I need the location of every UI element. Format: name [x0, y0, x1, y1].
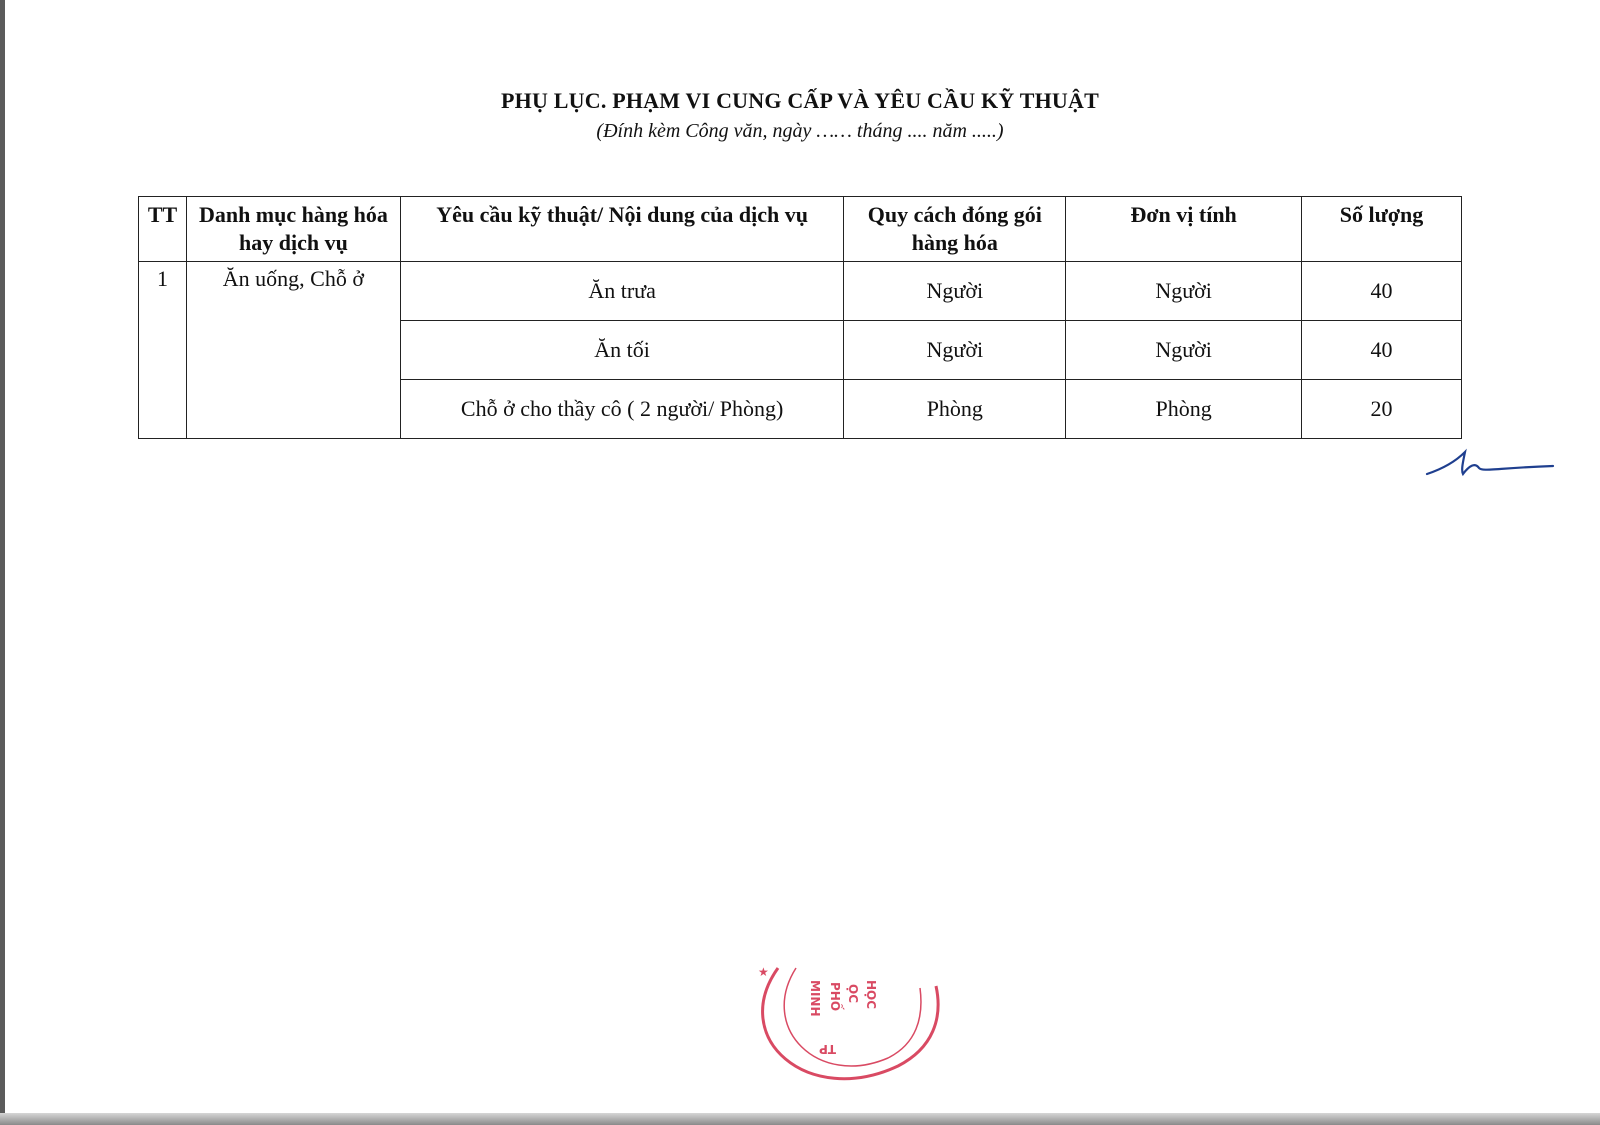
page-edge-left — [0, 0, 5, 1125]
row-quantity: 40 — [1302, 321, 1462, 380]
header-quantity: Số lượng — [1302, 197, 1462, 262]
header-packaging: Quy cách đóng gói hàng hóa — [844, 197, 1066, 262]
page-edge-bottom — [0, 1113, 1600, 1125]
table-header-row — [139, 197, 1462, 262]
stamp-text: HỌC — [864, 980, 878, 1010]
row-quantity: 20 — [1302, 380, 1462, 439]
header-category: Danh mục hàng hóa hay dịch vụ — [186, 197, 400, 262]
row-packaging: Phòng — [844, 380, 1066, 439]
table-row — [139, 262, 1462, 321]
document-subtitle: (Đính kèm Công văn, ngày …… tháng .... năm .....) — [596, 120, 1004, 142]
row-requirement: Ăn tối — [400, 321, 844, 380]
row-requirement: Ăn trưa — [400, 262, 844, 321]
row-unit: Người — [1066, 262, 1302, 321]
stamp-text: TP — [819, 1042, 836, 1056]
stamp-text: ỌC — [846, 984, 860, 1004]
header-tt: TT — [139, 197, 187, 262]
initials-signature — [1425, 448, 1555, 478]
stamp-text: PHỐ — [828, 982, 842, 1012]
row-unit: Phòng — [1066, 380, 1302, 439]
header-unit: Đơn vị tính — [1066, 197, 1302, 262]
specification-table — [138, 196, 1462, 439]
row-requirement: Chỗ ở cho thầy cô ( 2 người/ Phòng) — [400, 380, 844, 439]
row-quantity: 40 — [1302, 262, 1462, 321]
row-tt: 1 — [139, 262, 187, 439]
official-stamp — [748, 965, 958, 1098]
row-packaging: Người — [844, 321, 1066, 380]
row-unit: Người — [1066, 321, 1302, 380]
document-title: PHỤ LỤC. PHẠM VI CUNG CẤP VÀ YÊU CẦU KỸ THUẬT — [501, 88, 1099, 113]
header-requirement: Yêu cầu kỹ thuật/ Nội dung của dịch vụ — [400, 197, 844, 262]
stamp-text: MINH — [808, 980, 822, 1017]
row-packaging: Người — [844, 262, 1066, 321]
svg-text:★: ★ — [758, 965, 769, 979]
row-category: Ăn uống, Chỗ ở — [186, 262, 400, 439]
